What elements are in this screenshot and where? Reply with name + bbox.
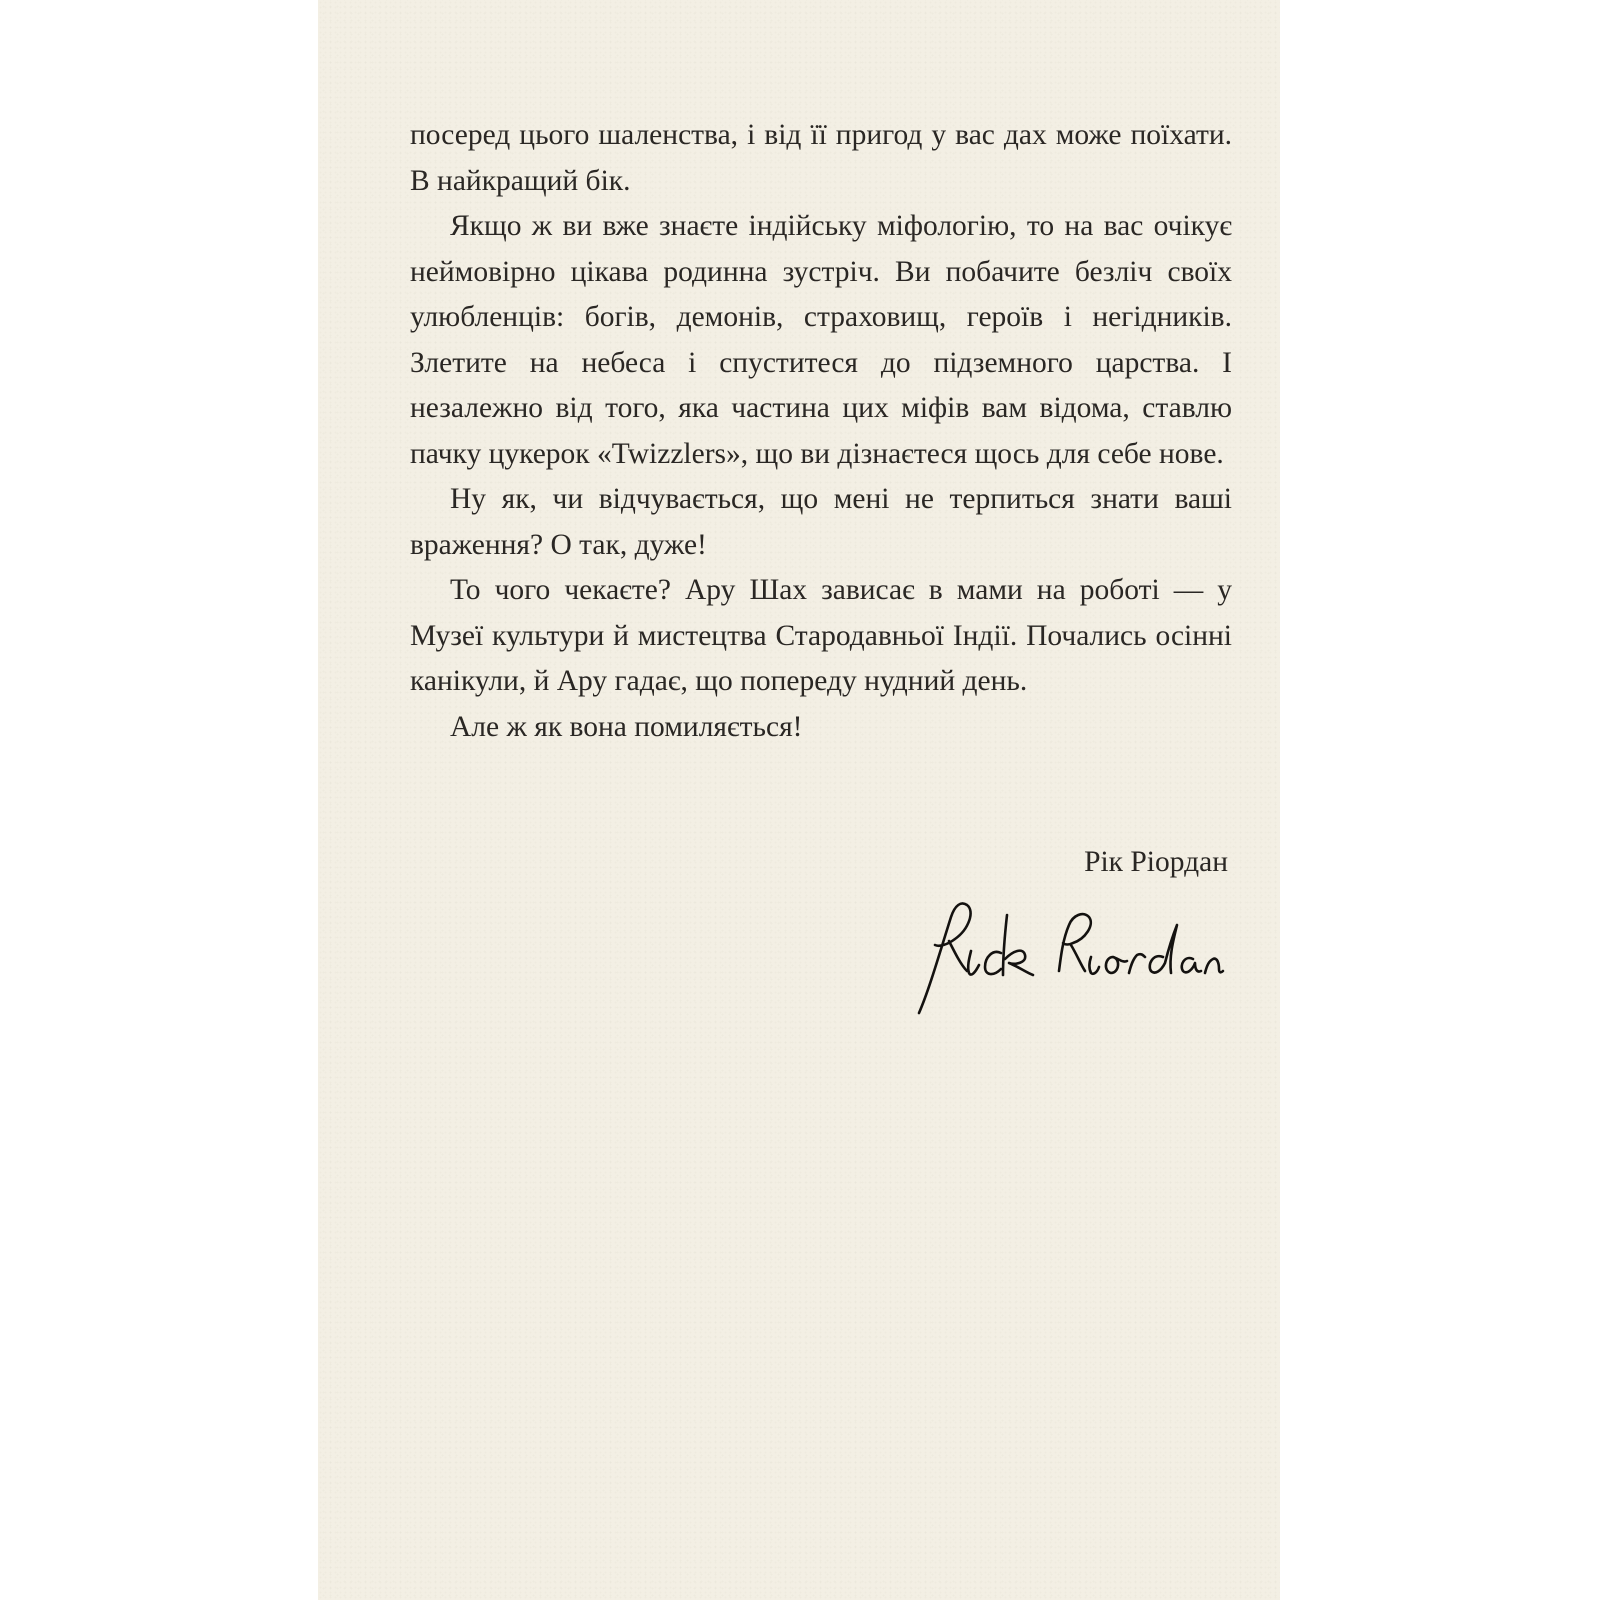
paragraph-2: Якщо ж ви вже знаєте індійську міфологію, то на вас очікує неймовірно цікава родинна зустріч. Ви побачите безліч своїх улюбленців: богів, демонів, страховищ, героїв і негідників. Злетите на небеса і спуститеся до підземного царства. І незалежно від того, яка частина цих міфів вам відома, ставлю пачку цукерок «Twizzlers», що ви дізнаєтеся щось для себе нове. — [410, 210, 1232, 470]
paragraph-1: посеред цього шаленства, і від її пригод у вас дах може поїхати. В найкращий бік. — [410, 119, 1232, 197]
author-name: Рік Ріордан — [1084, 846, 1228, 878]
book-page — [318, 0, 1280, 1600]
paragraph-4: То чого чекаєте? Ару Шах зависає в мами на роботі — у Музеї культури й мистецтва Стародавньої Індії. Почались осінні канікули, й Ару гадає, що попереду нудний день. — [410, 574, 1232, 697]
paragraph-3: Ну як, чи відчувається, що мені не терпиться знати ваші враження? О так, дуже! — [410, 483, 1232, 561]
letter-body — [410, 113, 1232, 750]
author-signature — [909, 895, 1227, 1040]
paragraph-5: Але ж як вона помиляється! — [450, 710, 803, 743]
